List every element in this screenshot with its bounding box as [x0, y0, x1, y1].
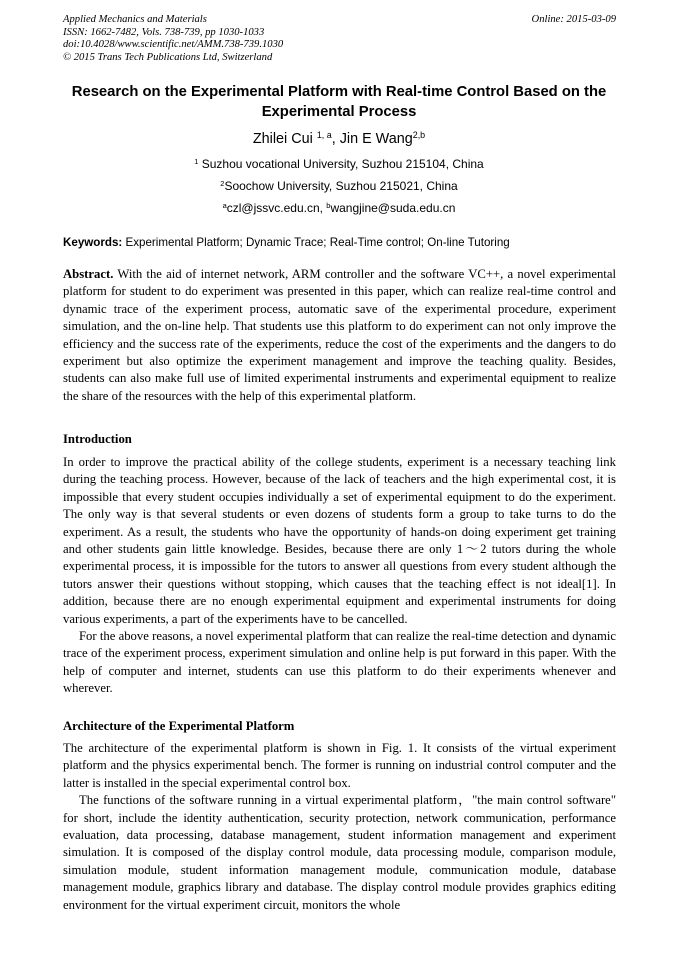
introduction-body: [63, 454, 616, 698]
email-2: wangjine@suda.edu.cn: [330, 201, 456, 215]
doi-line: doi:10.4028/www.scientific.net/AMM.738-739.1030: [63, 39, 284, 51]
abstract: [63, 266, 616, 405]
author-2: Jin E Wang: [339, 131, 413, 147]
architecture-paragraph-2: The functions of the software running in a virtual experimental platform，"the main control software" for short, include the identity authentication, security protection, network communication, performance evaluation, data processing, database management, student information management and experiment simulation. It is composed of the display control module, data processing module, comparison module, simulation module, student information management module, communication module, database management module, graphics library and database. The display control module provides graphics editing environment for the virtual experiment circuit, monitors the whole: [63, 793, 616, 912]
introduction-paragraph-1: In order to improve the practical ability of the college students, experiment is a necessary teaching link during the teaching process. However, because of the lack of teachers and the high experimental cost, it is impossible that every student occupies individually a set of experimental equipment to do the experiment. The only way is that several students or even dozens of students form a group to take turns to do the experiment. As a result, the students who have the opportunity of hands-on doing experiment get training and other students gain little knowledge. Besides, because there are only 1～2 tutors during the whole experimental process, it is impossible for the tutors to answer all questions from every student although the tutors answer their questions without stopping, which causes that the teaching effect is not ideal[1]. In addition, because there are no enough experimental equipment and experimental instruments for doing various experiments, a part of the experiments have to be cancelled.: [63, 455, 616, 626]
affiliation-1-text: Suzhou vocational University, Suzhou 215104, China: [198, 157, 484, 171]
abstract-label: Abstract.: [63, 267, 114, 281]
email-line: [0, 201, 678, 215]
issn-line: ISSN: 1662-7482, Vols. 738-739, pp 1030-1033: [63, 26, 265, 38]
journal-name: Applied Mechanics and Materials: [63, 14, 207, 25]
online-date: Online: 2015-03-09: [531, 14, 616, 25]
affiliation-1: [0, 157, 678, 171]
author-2-affiliation-mark: 2,b: [412, 130, 426, 141]
journal-header: [63, 14, 616, 64]
keywords-text: Experimental Platform; Dynamic Trace; Real-Time control; On-line Tutoring: [122, 236, 510, 249]
affiliation-2: [0, 179, 678, 193]
email-1: czl@jssvc.edu.cn,: [226, 201, 327, 215]
affiliation-2-text: Soochow University, Suzhou 215021, China: [224, 179, 458, 193]
author-1-affiliation-mark: 1, a: [316, 130, 332, 141]
keywords: [63, 236, 616, 249]
author-separator: ,: [331, 131, 340, 147]
keywords-label: Keywords:: [63, 236, 123, 249]
author-line: [0, 131, 678, 147]
email-2-mark: b: [326, 200, 331, 210]
affiliation-2-mark: 2: [220, 178, 225, 188]
architecture-heading: Architecture of the Experimental Platform: [63, 719, 295, 733]
abstract-text: With the aid of internet network, ARM controller and the software VC++, a novel experimental platform for student to do experiment was presented in this paper, which can realize real-time control and dynamic trace of the experiment process, automatic save of the experimental procedure, experiment simulation, and the on-line help. That students use this platform to do experiment can not only improve the efficiency and the success rate of the experiments, reduce the cost of the experiments and the dangers to do experiment but also optimize the experiment management and improve the teaching quality. Besides, students can also make full use of limited experimental instruments and experimental equipment to realize the share of the resources with the help of this experimental platform.: [63, 267, 616, 403]
author-1: Zhilei Cui: [252, 131, 313, 147]
introduction-paragraph-2: For the above reasons, a novel experimental platform that can realize the real-time detection and dynamic trace of the experiment process, experiment simulation and online help is put forward in this paper. With the help of computer and internet, students can use this platform to do their experiments whenever and wherever.: [63, 629, 616, 696]
introduction-heading: Introduction: [63, 432, 132, 446]
affiliation-1-mark: 1: [194, 156, 199, 166]
architecture-paragraph-1: The architecture of the experimental platform is shown in Fig. 1. It consists of the virtual experiment platform and the physics experimental bench. The former is running on industrial control computer and the latter is installed in the special experimental control box.: [63, 741, 616, 790]
email-1-mark: a: [222, 200, 227, 210]
paper-title: Research on the Experimental Platform with Real-time Control Based on the Experimental Process: [71, 84, 607, 120]
copyright-line: © 2015 Trans Tech Publications Ltd, Switzerland: [63, 51, 273, 63]
architecture-body: [63, 740, 616, 914]
